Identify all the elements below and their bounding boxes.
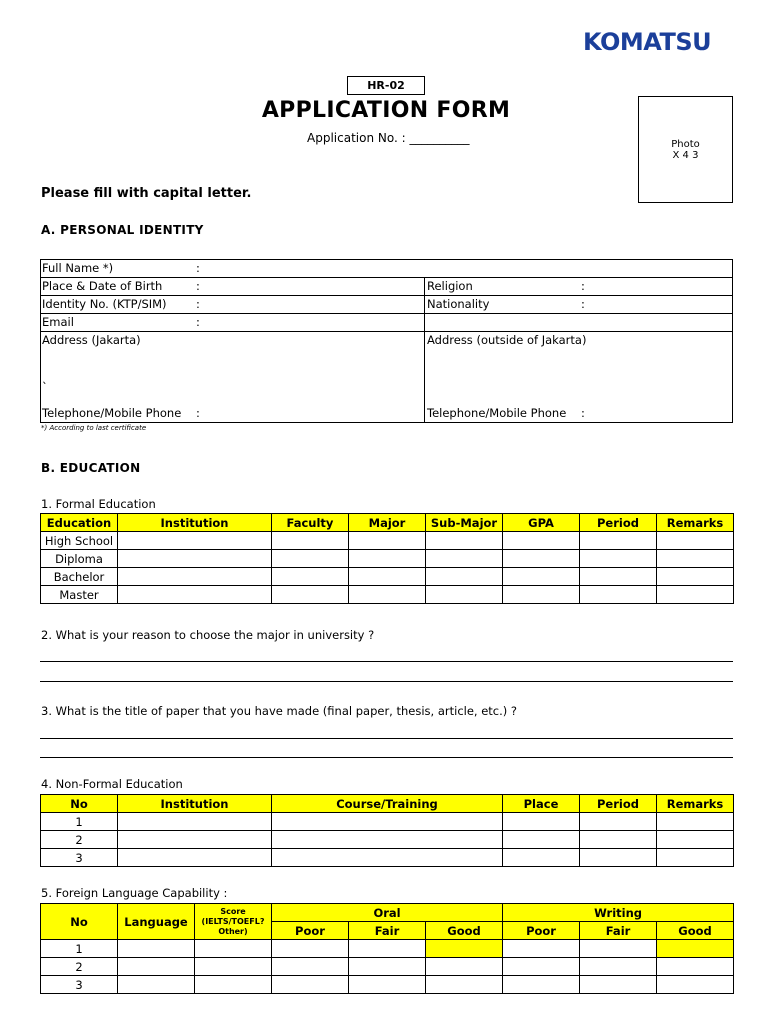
- nonformal-education-table: [40, 794, 734, 867]
- header-cell: Remarks: [657, 514, 734, 532]
- section-a-title: A. PERSONAL IDENTITY: [41, 223, 204, 237]
- input-cell[interactable]: [349, 958, 426, 976]
- table-row: [41, 831, 734, 849]
- phone-left-colon: :: [196, 406, 200, 420]
- header-cell: Institution: [118, 795, 272, 813]
- input-cell[interactable]: [503, 568, 580, 586]
- input-cell[interactable]: [503, 958, 580, 976]
- input-cell[interactable]: [118, 958, 195, 976]
- full-name-colon: :: [196, 261, 200, 275]
- email-colon: :: [196, 315, 200, 329]
- input-cell[interactable]: [426, 550, 503, 568]
- input-cell[interactable]: [657, 849, 734, 867]
- input-cell[interactable]: [118, 550, 272, 568]
- input-cell[interactable]: [503, 940, 580, 958]
- input-cell[interactable]: [503, 976, 580, 994]
- row-number: 1: [41, 940, 118, 958]
- input-cell[interactable]: [426, 958, 503, 976]
- place-dob-label: Place & Date of Birth: [42, 279, 163, 293]
- table-row: [41, 550, 734, 568]
- nationality-colon: :: [581, 297, 585, 311]
- header-cell: Remarks: [657, 795, 734, 813]
- header-cell: Place: [503, 795, 580, 813]
- header-cell: Oral: [272, 904, 503, 922]
- education-level-cell: High School: [41, 532, 118, 550]
- header-cell: Education: [41, 514, 118, 532]
- header-cell: No: [41, 795, 118, 813]
- table-row: [41, 586, 734, 604]
- score-header: [195, 904, 272, 940]
- instruction-text: Please fill with capital letter.: [41, 186, 252, 201]
- input-cell[interactable]: [657, 586, 734, 604]
- header-cell: Poor: [272, 922, 349, 940]
- input-cell[interactable]: [349, 940, 426, 958]
- input-cell[interactable]: [503, 813, 580, 831]
- nonformal-education-title: 4. Non-Formal Education: [41, 777, 183, 791]
- question-2: 2. What is your reason to choose the major in university ?: [41, 628, 375, 642]
- answer-line[interactable]: [40, 681, 733, 682]
- input-cell[interactable]: [272, 831, 503, 849]
- input-cell[interactable]: [657, 813, 734, 831]
- input-cell[interactable]: [349, 976, 426, 994]
- photo-label: Photo: [671, 138, 700, 150]
- table-row: [41, 568, 734, 586]
- address-outside-label: Address (outside of Jakarta): [427, 333, 587, 347]
- input-cell[interactable]: [118, 831, 272, 849]
- row-number: 3: [41, 976, 118, 994]
- header-cell: Language: [118, 904, 195, 940]
- input-cell[interactable]: [580, 813, 657, 831]
- application-no-label: Application No. : __________: [307, 131, 470, 145]
- input-cell[interactable]: [580, 550, 657, 568]
- input-cell[interactable]: [657, 976, 734, 994]
- identity-no-colon: :: [196, 297, 200, 311]
- input-cell[interactable]: [657, 940, 734, 958]
- nationality-label: Nationality: [427, 297, 490, 311]
- address-jakarta-label: Address (Jakarta): [42, 333, 141, 347]
- formal-education-title: 1. Formal Education: [41, 497, 156, 511]
- input-cell[interactable]: [580, 940, 657, 958]
- input-cell[interactable]: [426, 940, 503, 958]
- input-cell[interactable]: [118, 976, 195, 994]
- header-cell: GPA: [503, 514, 580, 532]
- header-cell: Good: [426, 922, 503, 940]
- table-row: [41, 940, 734, 958]
- input-cell[interactable]: [118, 940, 195, 958]
- header-cell: Good: [657, 922, 734, 940]
- table-row: [41, 958, 734, 976]
- religion-colon: :: [581, 279, 585, 293]
- input-cell[interactable]: [657, 532, 734, 550]
- table-row: [41, 849, 734, 867]
- score-label: Score: [220, 906, 246, 916]
- input-cell[interactable]: [426, 976, 503, 994]
- phone-right-label: Telephone/Mobile Phone: [427, 406, 567, 420]
- header-cell: Sub-Major: [426, 514, 503, 532]
- input-cell[interactable]: [503, 586, 580, 604]
- language-title: 5. Foreign Language Capability :: [41, 886, 228, 900]
- input-cell[interactable]: [426, 586, 503, 604]
- input-cell[interactable]: [503, 849, 580, 867]
- education-level-cell: Master: [41, 586, 118, 604]
- answer-line[interactable]: [40, 661, 733, 662]
- education-level-cell: Diploma: [41, 550, 118, 568]
- phone-left-label: Telephone/Mobile Phone: [42, 406, 182, 420]
- input-cell[interactable]: [272, 940, 349, 958]
- input-cell[interactable]: [195, 958, 272, 976]
- header-cell: Period: [580, 795, 657, 813]
- input-cell[interactable]: [272, 586, 349, 604]
- score-label: Other): [218, 926, 248, 936]
- input-cell[interactable]: [349, 586, 426, 604]
- input-cell[interactable]: [580, 976, 657, 994]
- header-cell: Fair: [349, 922, 426, 940]
- input-cell[interactable]: [349, 550, 426, 568]
- input-cell[interactable]: [657, 550, 734, 568]
- table-row: [41, 532, 734, 550]
- phone-right-colon: :: [581, 406, 585, 420]
- header-cell: No: [41, 904, 118, 940]
- header-cell: Institution: [118, 514, 272, 532]
- input-cell[interactable]: [272, 849, 503, 867]
- input-cell[interactable]: [580, 831, 657, 849]
- input-cell[interactable]: [426, 568, 503, 586]
- full-name-label: Full Name *): [42, 261, 114, 275]
- input-cell[interactable]: [272, 976, 349, 994]
- input-cell[interactable]: [118, 813, 272, 831]
- footnote: *) According to last certificate: [41, 424, 147, 432]
- input-cell[interactable]: [580, 958, 657, 976]
- religion-label: Religion: [427, 279, 473, 293]
- komatsu-logo: KOMATSU: [583, 28, 712, 56]
- input-cell[interactable]: [503, 532, 580, 550]
- section-b-title: B. EDUCATION: [41, 461, 141, 475]
- header-cell: Major: [349, 514, 426, 532]
- input-cell[interactable]: [503, 831, 580, 849]
- header-cell: Period: [580, 514, 657, 532]
- input-cell[interactable]: [580, 849, 657, 867]
- header-cell: Writing: [503, 904, 734, 922]
- formal-education-table: [40, 513, 734, 604]
- language-table: [40, 903, 734, 994]
- header-cell: Faculty: [272, 514, 349, 532]
- education-level-cell: Bachelor: [41, 568, 118, 586]
- identity-no-label: Identity No. (KTP/SIM): [42, 297, 167, 311]
- answer-line[interactable]: [40, 738, 733, 739]
- input-cell[interactable]: [118, 586, 272, 604]
- input-cell[interactable]: [195, 940, 272, 958]
- input-cell[interactable]: [580, 532, 657, 550]
- input-cell[interactable]: [349, 568, 426, 586]
- row-number: 3: [41, 849, 118, 867]
- page-title: APPLICATION FORM: [261, 98, 511, 123]
- photo-size: X 4 3: [672, 149, 699, 161]
- input-cell[interactable]: [118, 568, 272, 586]
- place-dob-colon: :: [196, 279, 200, 293]
- stray-backtick: `: [42, 380, 48, 394]
- question-3: 3. What is the title of paper that you have made (final paper, thesis, article, etc.) ?: [41, 704, 518, 718]
- answer-line[interactable]: [40, 757, 733, 758]
- input-cell[interactable]: [272, 532, 349, 550]
- header-cell: Course/Training: [272, 795, 503, 813]
- input-cell[interactable]: [118, 849, 272, 867]
- table-row: [41, 976, 734, 994]
- personal-identity-table: [40, 259, 733, 423]
- input-cell[interactable]: [272, 568, 349, 586]
- email-label: Email: [42, 315, 74, 329]
- input-cell[interactable]: [349, 532, 426, 550]
- row-number: 2: [41, 831, 118, 849]
- header-cell: Fair: [580, 922, 657, 940]
- input-cell[interactable]: [195, 976, 272, 994]
- photo-box: [638, 96, 733, 203]
- input-cell[interactable]: [118, 532, 272, 550]
- score-label: (IELTS/TOEFL?: [201, 916, 265, 926]
- form-code-box: HR-02: [347, 76, 425, 95]
- input-cell[interactable]: [580, 586, 657, 604]
- input-cell[interactable]: [657, 831, 734, 849]
- input-cell[interactable]: [272, 958, 349, 976]
- input-cell[interactable]: [580, 568, 657, 586]
- header-cell: Poor: [503, 922, 580, 940]
- table-row: [41, 813, 734, 831]
- row-number: 2: [41, 958, 118, 976]
- input-cell[interactable]: [503, 550, 580, 568]
- input-cell[interactable]: [272, 550, 349, 568]
- input-cell[interactable]: [272, 813, 503, 831]
- input-cell[interactable]: [657, 568, 734, 586]
- row-number: 1: [41, 813, 118, 831]
- input-cell[interactable]: [657, 958, 734, 976]
- input-cell[interactable]: [426, 532, 503, 550]
